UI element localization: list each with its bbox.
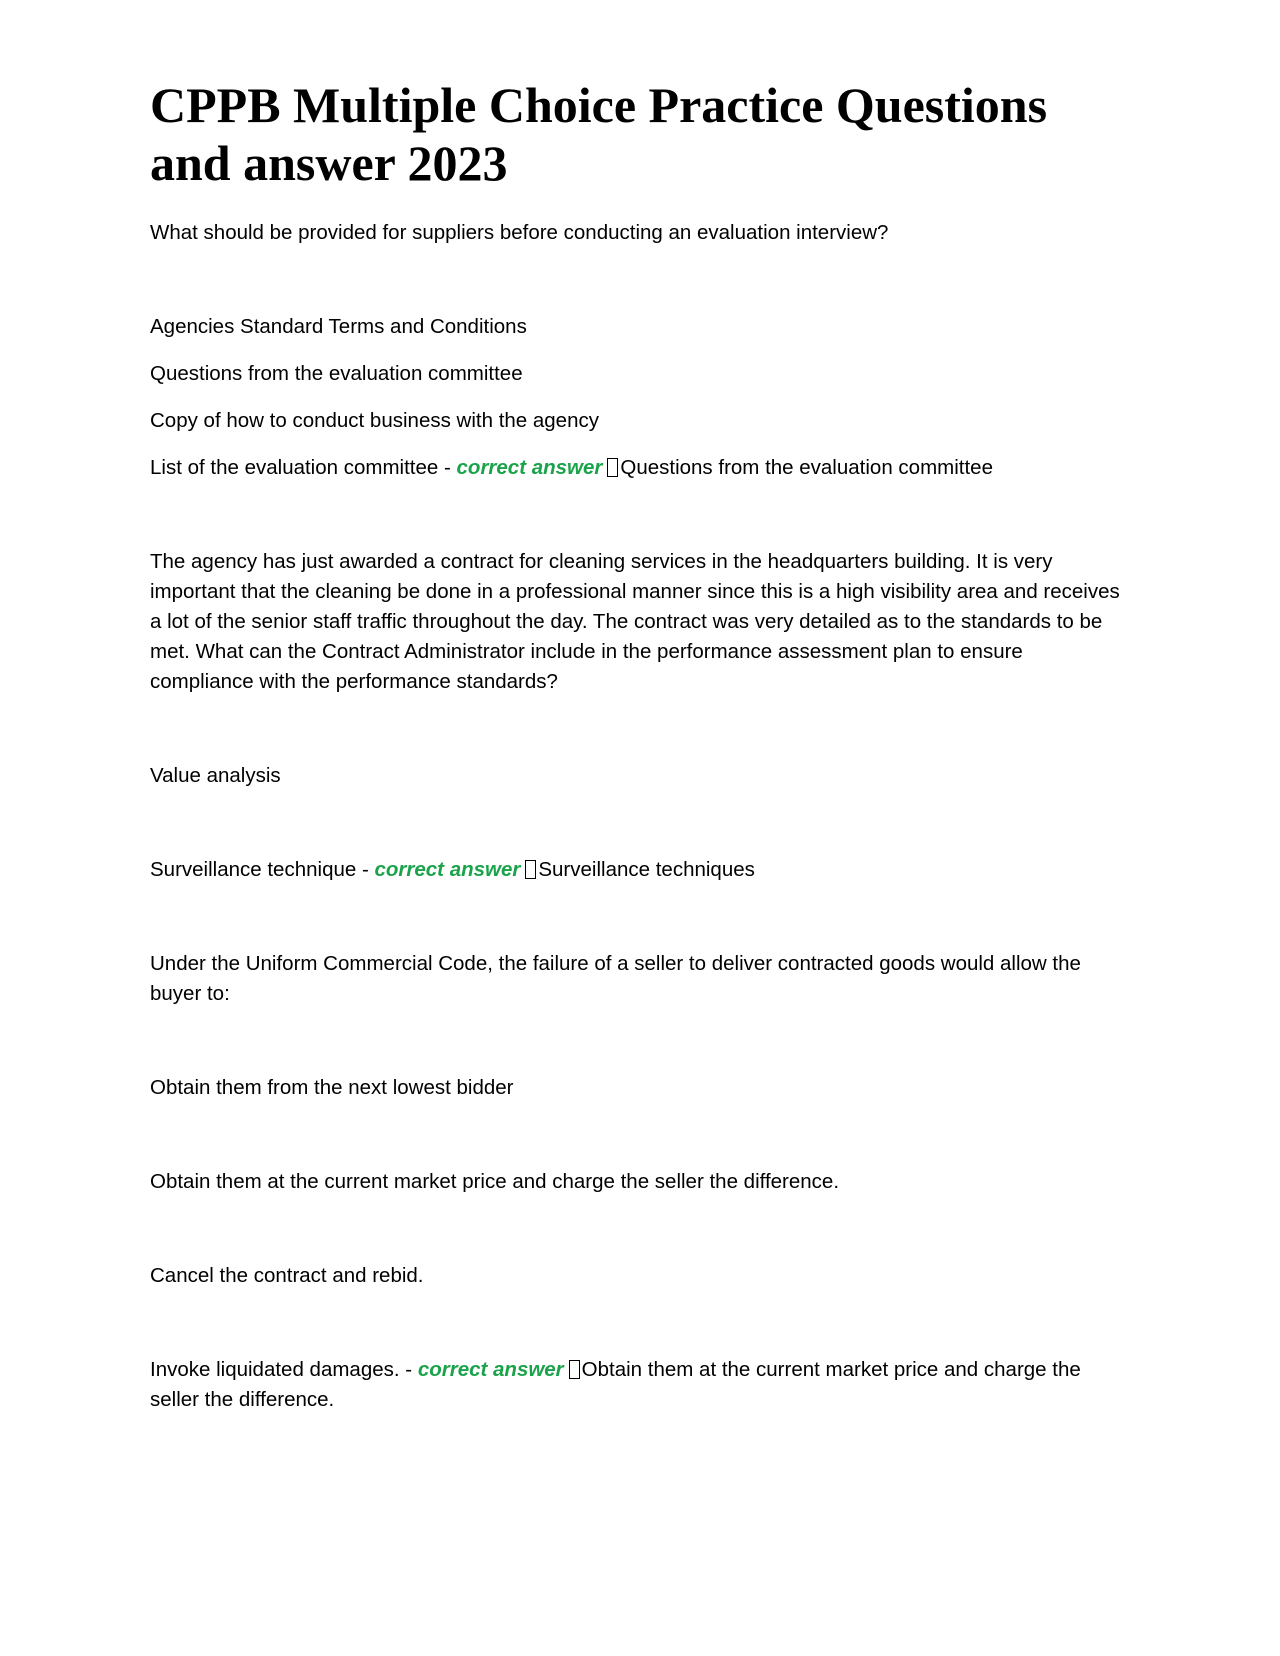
q1-option-2: Questions from the evaluation committee — [150, 362, 523, 385]
q1-option-1: Agencies Standard Terms and Conditions — [150, 315, 527, 338]
q3-answer: Obtain them at the current market price and charge the seller the difference. — [150, 1358, 1081, 1411]
q2-option-1: Value analysis — [150, 764, 281, 787]
correct-answer-label: correct answer — [456, 456, 603, 479]
correct-answer-label: correct answer — [374, 858, 521, 881]
q3-option-4: Invoke liquidated damages. — [150, 1358, 400, 1381]
separator: - — [399, 1358, 418, 1381]
q1-answer: Questions from the evaluation committee — [620, 456, 993, 479]
q1-question: What should be provided for suppliers before conducting an evaluation interview? — [150, 221, 889, 244]
q3-option-2: Obtain them at the current market price and charge the seller the difference. — [150, 1170, 840, 1193]
separator: - — [356, 858, 375, 881]
q3-answer-line — [150, 1355, 1130, 1415]
q1-option-3: Copy of how to conduct business with the agency — [150, 409, 599, 432]
q3-question: Under the Uniform Commercial Code, the failure of a seller to deliver contracted goods would allow the buyer to: — [150, 952, 1081, 1005]
q1-option-4: List of the evaluation committee — [150, 456, 439, 479]
missing-glyph-box-icon — [607, 458, 618, 477]
q1-answer-line — [150, 453, 1130, 483]
q2-option-2: Surveillance technique — [150, 858, 357, 881]
missing-glyph-box-icon — [525, 860, 536, 879]
document-title: CPPB Multiple Choice Practice Questions and answer 2023 — [150, 77, 1048, 191]
q3-option-3: Cancel the contract and rebid. — [150, 1264, 424, 1287]
correct-answer-label: correct answer — [417, 1358, 564, 1381]
q2-question: The agency has just awarded a contract for cleaning services in the headquarters building. It is very important that the cleaning be done in a professional manner since this is a high visibility area and receives a lot of the senior staff traffic throughout the day. The contract was very detailed as to the standards to be met. What can the Contract Administrator include in the performance assessment plan to ensure compliance with the performance standards? — [150, 550, 1120, 693]
document-page — [150, 76, 1130, 1415]
q2-answer: Surveillance techniques — [538, 858, 755, 881]
q3-option-1: Obtain them from the next lowest bidder — [150, 1076, 514, 1099]
separator: - — [438, 456, 457, 479]
q2-answer-line — [150, 855, 1130, 885]
missing-glyph-box-icon — [569, 1360, 580, 1379]
